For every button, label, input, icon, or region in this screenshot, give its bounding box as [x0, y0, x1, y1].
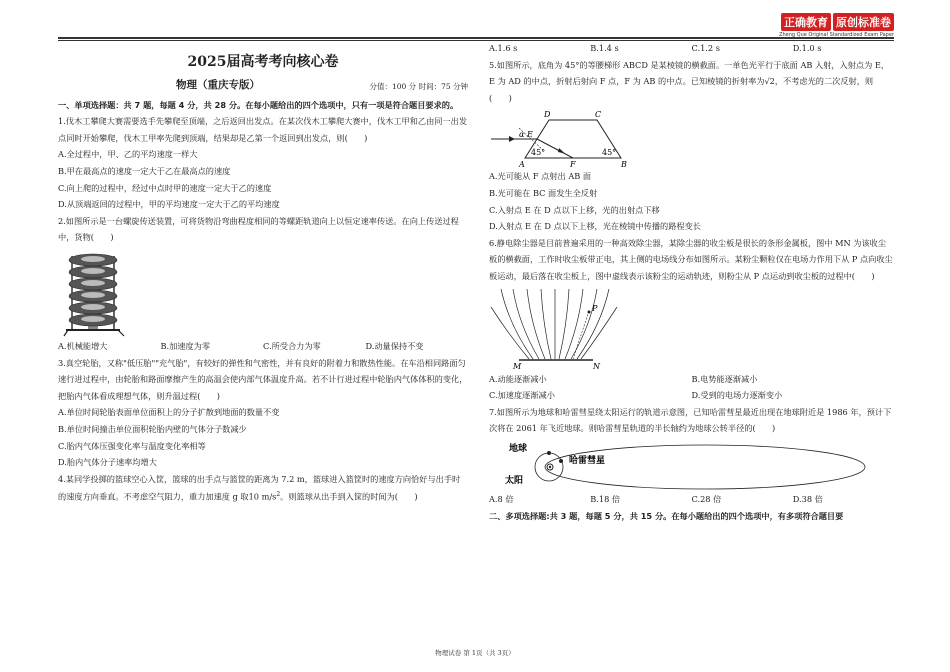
question-1-option-d: D.从顶端返回的过程中，甲的平均速度一定大于乙的平均速度 [58, 199, 280, 210]
question-6-stem: 6.静电除尘器是目前普遍采用的一种高效除尘器，某除尘器的收尘板是很长的条形金属板，图中 MN 为该收尘板的横截面，工作时收尘板带正电，其上侧的电场线分布如图所示。某粉尘颗粒仅在电场力作用下从 P 点向收尘板运动，最后落在收尘板上，图中虚线表示该粉尘的运动轨迹，则粉尘从 P 点运动到收尘板的过程中( ) [489, 237, 893, 281]
label-P: P [592, 303, 598, 313]
question-3-option-a: A.单位时间轮胎表面单位面积上的分子扩散到地面的数量不变 [58, 407, 280, 418]
exam-meta: 分值：100 分 时间：75 分钟 [369, 81, 468, 91]
question-7-option-b: B.18 倍 [590, 493, 621, 504]
question-2-stem: 2.如图所示是一台螺旋传送装置，可将货物沿弯曲程度相同的等螺距轨道向上以恒定速率传送。在向上传送过程中，货物( ) [58, 215, 459, 243]
label-D: D [544, 110, 551, 120]
question-1-stem: 1.伐木工攀爬大赛需要选手先攀爬至顶端，之后返回出发点。在某次伐木工攀爬大赛中，伐木工甲和乙由同一出发点同时开始攀爬，伐木工甲率先爬到顶端，结果却是乙第一个返回到出发点，则( ) [58, 116, 468, 143]
question-2-options [58, 338, 468, 355]
subtitle-row [58, 77, 468, 95]
question-6-option-d: D.受到的电场力逐渐变小 [691, 390, 783, 401]
label-earth: 地球 [509, 443, 528, 454]
question-2-option-d: D.动量保持不变 [365, 340, 424, 351]
question-7-option-a: A.8 倍 [489, 493, 514, 504]
question-2-option-a: A.机械能增大 [58, 340, 108, 351]
question-5-option-d: D.入射点 E 在 D 点以下上移，光在棱镜中传播的路程变长 [489, 221, 701, 232]
question-1-option-a: A.全过程中，甲、乙的平均速度一样大 [58, 149, 198, 160]
question-6-option-c: C.加速度逐渐减小 [489, 390, 555, 401]
question-3-option-d: D.胎内气体分子速率均增大 [58, 457, 157, 468]
label-angle-left: 45° [531, 148, 546, 158]
right-column [489, 40, 894, 524]
spiral-conveyor-image [58, 246, 128, 338]
question-2-option-c: C.所受合力为零 [263, 340, 321, 351]
label-sun: 太阳 [505, 475, 524, 486]
question-7-stem: 7.如图所示为地球和哈雷彗星绕太阳运行的轨道示意图，已知哈雷彗星最近出现在地球附近是 1986 年，预计下次将在 2061 年飞近地球。则哈雷彗星轨道的半长轴约为地球公转半径的( ) [489, 406, 892, 434]
label-E: E [527, 130, 533, 140]
question-4-stem [58, 471, 468, 506]
label-C: C [595, 110, 602, 120]
page-title: 2025届高考考向核心卷 [187, 54, 339, 70]
question-4-stem-b: 。则篮球从出手到入筐的时间为( ) [280, 492, 418, 503]
question-3-option-c: C.胎内气体压强变化率与温度变化率相等 [58, 440, 206, 451]
label-comet: 哈雷彗星 [569, 455, 606, 466]
question-6-option-a: A.动能逐渐减小 [489, 373, 547, 384]
section-heading-2: 二、多项选择题:共 3 题，每题 5 分，共 15 分。在每小题给出的四个选项中，有多项符合题目要 [489, 510, 844, 521]
question-4-option-a: A.1.6 s [489, 43, 518, 53]
question-1-option-c: C.向上爬的过程中，经过中点时甲的速度一定大于乙的速度 [58, 182, 272, 193]
page-footer: 物理试卷 第 1页（共 3页） [435, 649, 515, 657]
question-4-options [489, 40, 894, 57]
brand-logo [779, 13, 894, 38]
brand-slogan: 原创标准卷 [833, 13, 894, 31]
prism-figure [489, 106, 894, 168]
label-angle-right: 45° [602, 148, 617, 158]
label-N: N [593, 361, 600, 371]
question-6-options-row-2 [489, 387, 894, 404]
question-4-option-b: B.1.4 s [590, 43, 619, 53]
question-5-stem: 5.如图所示，底角为 45°的等腰梯形 ABCD 是某棱镜的横截面。一单色光平行于底面 AB 入射，入射点为 E，E 为 AD 的中点，折射后射向 F 点，F 为 AB 的中点。已知棱镜的折射率为√2，不考虑光的二次反射，则( ) [489, 59, 890, 103]
question-4-option-d: D.1.0 s [792, 43, 822, 53]
question-5-option-c: C.入射点 E 在 D 点以下上移，光的出射点下移 [489, 204, 660, 215]
brand-subtitle: Zheng Que Original Standardized Exam Paper [779, 32, 894, 38]
section-heading-1: 一、单项选择题：共 7 题，每题 4 分，共 28 分。在每小题给出的四个选项中，只有一项是符合题目要求的。 [58, 99, 459, 110]
question-2-option-b: B.加速度为零 [160, 340, 211, 351]
left-column [58, 48, 468, 506]
electric-field-figure [489, 285, 894, 371]
question-4-stem-a: 4.某同学投掷的篮球空心入筐，篮球的出手点与篮筐的距离为 7.2 m，篮球进入篮筐时的速度方向恰好与出手时的速度方向垂直。不考虑空气阻力，重力加速度 g 取10 m/s [58, 473, 461, 503]
orbit-diagram [489, 437, 894, 491]
trapezoid-prism-diagram [489, 106, 649, 168]
field-lines-diagram [489, 285, 619, 371]
label-alpha: α [519, 130, 525, 140]
spiral-conveyor-figure [58, 246, 468, 338]
label-M: M [513, 361, 522, 371]
question-4-exponent: 2 [276, 491, 281, 499]
question-1-option-b: B.甲在最高点的速度一定大于乙在最高点的速度 [58, 165, 231, 176]
label-F: F [570, 160, 576, 169]
question-7-options [489, 491, 894, 508]
header-rule [58, 37, 894, 39]
question-6-options-row-1 [489, 371, 894, 388]
question-5-option-a: A.光可能从 F 点射出 AB 面 [489, 171, 592, 182]
orbit-figure [489, 437, 894, 491]
question-7-option-d: D.38 倍 [792, 493, 823, 504]
question-6-option-b: B.电势能逐渐减小 [691, 373, 758, 384]
question-4-option-c: C.1.2 s [691, 43, 720, 53]
question-3-stem: 3.真空轮胎，又称"低压胎""充气胎"，有较好的弹性和气密性，并有良好的附着力和散热性能。在车沿相同路面匀速行进过程中，由轮胎和路面摩擦产生的高温会使内部气体温度升高。若不计行进过程中轮胎内气体体积的变化，把胎内气体看成理想气体，则升温过程( ) [58, 357, 468, 401]
brand-name: 正确教育 [781, 13, 831, 31]
subject-title: 物理（重庆专版） [176, 78, 260, 91]
label-B: B [621, 160, 627, 169]
label-A: A [519, 160, 525, 169]
question-7-option-c: C.28 倍 [691, 493, 722, 504]
question-3-option-b: B.单位时间撞击单位面积轮胎内壁的气体分子数减少 [58, 423, 247, 434]
question-5-option-b: B.光可能在 BC 面发生全反射 [489, 187, 598, 198]
